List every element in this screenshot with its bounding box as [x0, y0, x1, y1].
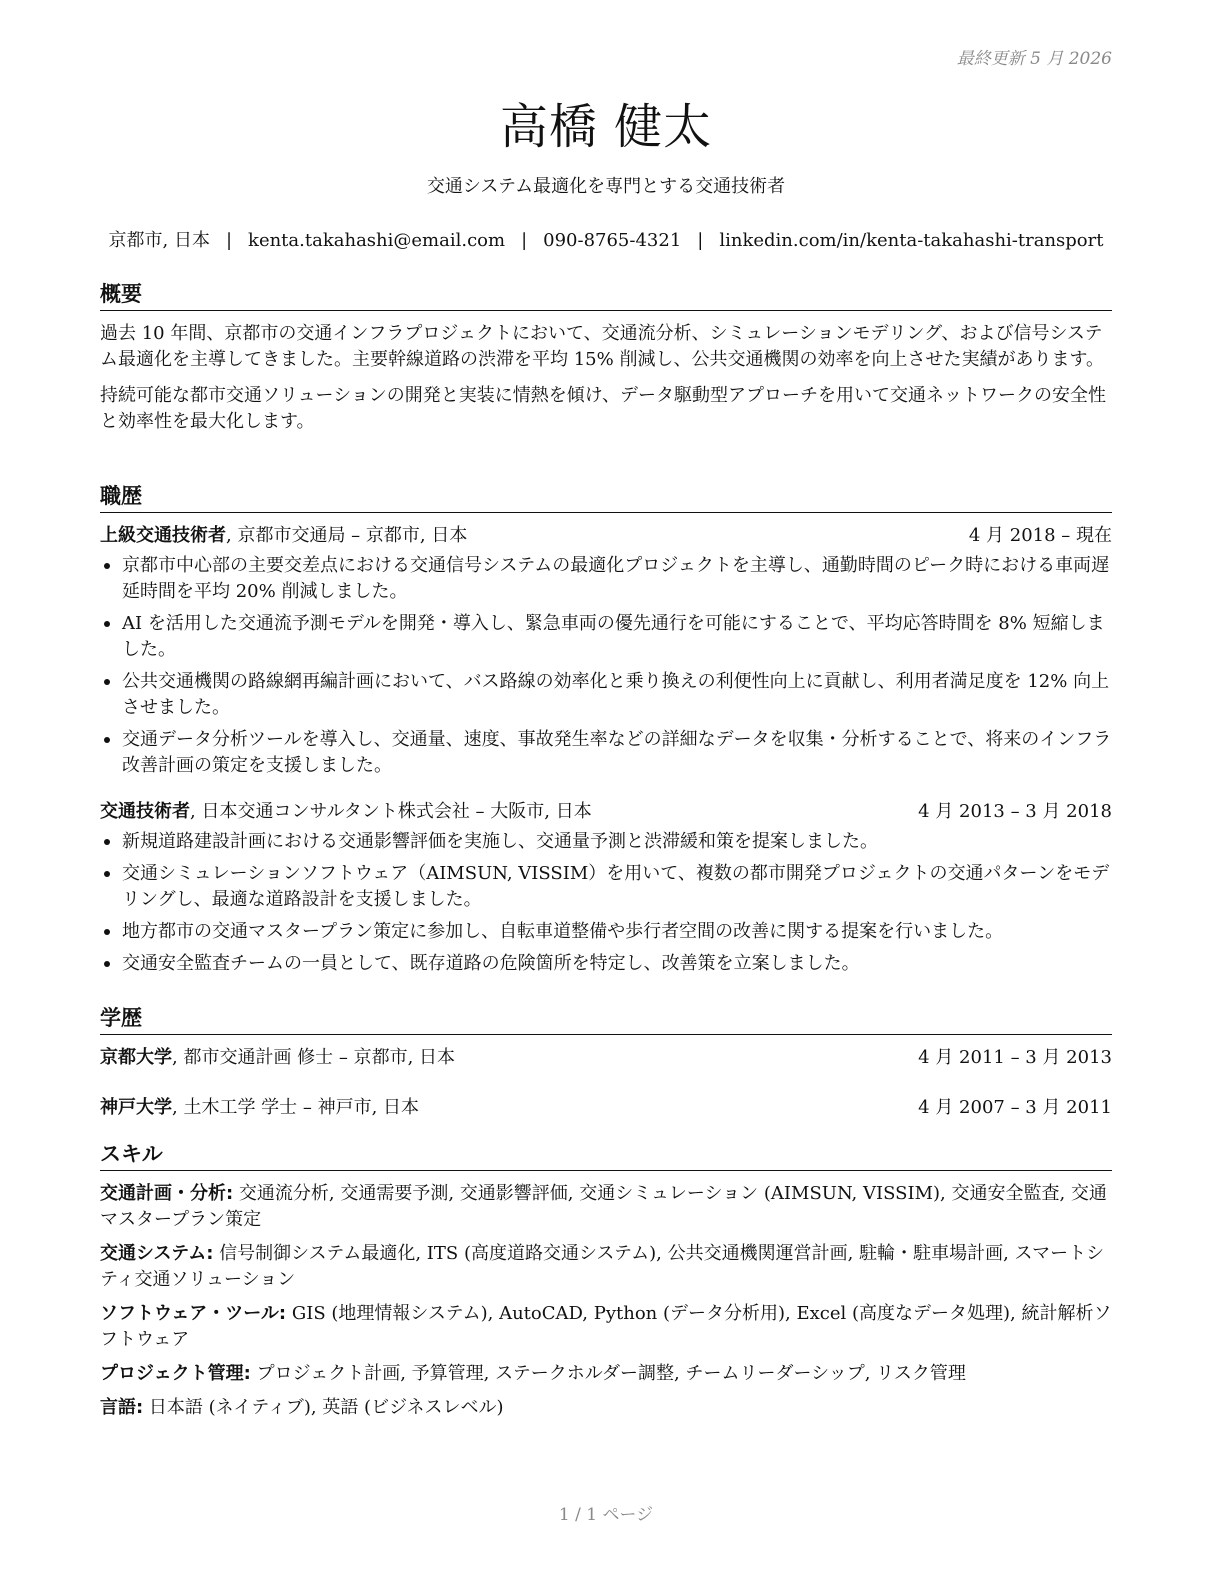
job-bullet: 公共交通機関の路線網再編計画において、バス路線の効率化と乗り換えの利便性向上に貢献し、利用者満足度を 12% 向上させました。	[100, 669, 1112, 721]
job-bullet: 交通シミュレーションソフトウェア（AIMSUN, VISSIM）を用いて、複数の都市開発プロジェクトの交通パターンをモデリングし、最適な道路設計を支援しました。	[100, 861, 1112, 913]
summary-section	[100, 278, 1112, 445]
contact-line	[100, 226, 1112, 252]
skill-row	[100, 1241, 1112, 1293]
education-school: 京都大学	[100, 1047, 172, 1068]
skill-text: 信号制御システム最適化, ITS (高度道路交通システム), 公共交通機関運営計画, 駐輪・駐車場計画, スマートシティ交通ソリューション	[100, 1243, 1105, 1290]
skill-label: プロジェクト管理:	[100, 1363, 251, 1384]
education-degree: , 土木工学 学士 – 神戸市, 日本	[172, 1097, 420, 1118]
section-title-skills: スキル	[100, 1138, 1112, 1171]
job-bullet: 新規道路建設計画における交通影響評価を実施し、交通量予測と渋滞緩和策を提案しました。	[100, 829, 1112, 855]
summary-paragraph: 過去 10 年間、京都市の交通インフラプロジェクトにおいて、交通流分析、シミュレーションモデリング、および信号システム最適化を主導してきました。主要幹線道路の渋滞を平均 15% 削減し、公共交通機関の効率を向上させた実績があります。	[100, 323, 1105, 370]
contact-separator: |	[225, 230, 233, 251]
skill-text: 交通流分析, 交通需要予測, 交通影響評価, 交通シミュレーション (AIMSUN, VISSIM), 交通安全監査, 交通マスタープラン策定	[100, 1183, 1107, 1230]
skill-label: 言語:	[100, 1397, 144, 1418]
skill-text: GIS (地理情報システム), AutoCAD, Python (データ分析用), Excel (高度なデータ処理), 統計解析ソフトウェア	[100, 1303, 1112, 1350]
section-title-experience: 職歴	[100, 480, 1112, 513]
contact-linkedin-link[interactable]: linkedin.com/in/kenta-takahashi-transport	[719, 230, 1104, 251]
job-bullet: 地方都市の交通マスタープラン策定に参加し、自転車道整備や歩行者空間の改善に関する提案を行いました。	[100, 919, 1112, 945]
skill-row	[100, 1395, 1112, 1421]
job-title-line	[100, 799, 592, 825]
job-role: 上級交通技術者	[100, 525, 226, 546]
page-number: 1 / 1 ページ	[558, 1505, 654, 1525]
skill-row	[100, 1301, 1112, 1353]
contact-phone: 090-8765-4321	[543, 230, 682, 251]
skill-text: プロジェクト計画, 予算管理, ステークホルダー調整, チームリーダーシップ, リスク管理	[250, 1363, 966, 1384]
skill-label: ソフトウェア・ツール:	[100, 1303, 287, 1324]
experience-section	[100, 480, 1112, 983]
job-bullet: 交通データ分析ツールを導入し、交通量、速度、事故発生率などの詳細なデータを収集・分析することで、将来のインフラ改善計画の策定を支援しました。	[100, 727, 1112, 779]
skill-label: 交通計画・分析:	[100, 1183, 234, 1204]
skill-text: 日本語 (ネイティブ), 英語 (ビジネスレベル)	[143, 1397, 504, 1418]
skill-label: 交通システム:	[100, 1243, 214, 1264]
education-entry	[100, 1095, 1112, 1121]
last-updated-label: 最終更新 5 月 2026	[956, 49, 1112, 69]
contact-email-link[interactable]: kenta.takahashi@email.com	[248, 230, 506, 251]
education-school: 神戸大学	[100, 1097, 172, 1118]
candidate-subtitle: 交通システム最適化を専門とする交通技術者	[426, 176, 786, 197]
skill-row	[100, 1361, 1112, 1387]
contact-separator: |	[697, 230, 704, 251]
job-organization: , 京都市交通局 – 京都市, 日本	[226, 525, 468, 546]
candidate-name: 高橋 健太	[499, 99, 713, 155]
job-role: 交通技術者	[100, 801, 190, 822]
job-entry	[100, 799, 1112, 977]
education-dates: 4 月 2011 – 3 月 2013	[918, 1047, 1112, 1068]
job-bullet: AI を活用した交通流予測モデルを開発・導入し、緊急車両の優先通行を可能にすることで、平均応答時間を 8% 短縮しました。	[100, 611, 1112, 663]
education-title-line	[100, 1045, 455, 1071]
section-title-education: 学歴	[100, 1002, 1112, 1035]
contact-location: 京都市, 日本	[108, 230, 210, 251]
education-section	[100, 1002, 1112, 1121]
resume-page	[100, 0, 1112, 1584]
skills-section	[100, 1138, 1112, 1429]
job-title-line	[100, 523, 467, 549]
job-organization: , 日本交通コンサルタント株式会社 – 大阪市, 日本	[190, 801, 592, 822]
education-degree: , 都市交通計画 修士 – 京都市, 日本	[172, 1047, 456, 1068]
job-dates: 4 月 2013 – 3 月 2018	[918, 801, 1112, 822]
job-header	[100, 523, 1112, 549]
education-entry	[100, 1045, 1112, 1071]
summary-paragraph: 持続可能な都市交通ソリューションの開発と実装に情熱を傾け、データ駆動型アプローチを用いて交通ネットワークの安全性と効率性を最大化します。	[100, 385, 1107, 432]
job-bullet: 京都市中心部の主要交差点における交通信号システムの最適化プロジェクトを主導し、通勤時間のピーク時における車両遅延時間を平均 20% 削減しました。	[100, 553, 1112, 605]
education-dates: 4 月 2007 – 3 月 2011	[918, 1097, 1112, 1118]
skill-row	[100, 1181, 1112, 1233]
job-bullets	[100, 829, 1112, 977]
section-title-summary: 概要	[100, 278, 1112, 311]
job-bullet: 交通安全監査チームの一員として、既存道路の危険箇所を特定し、改善策を立案しました。	[100, 951, 1112, 977]
job-entry	[100, 523, 1112, 779]
job-header	[100, 799, 1112, 825]
job-bullets	[100, 553, 1112, 779]
contact-separator: |	[521, 230, 528, 251]
education-title-line	[100, 1095, 419, 1121]
job-dates: 4 月 2018 – 現在	[968, 525, 1112, 546]
